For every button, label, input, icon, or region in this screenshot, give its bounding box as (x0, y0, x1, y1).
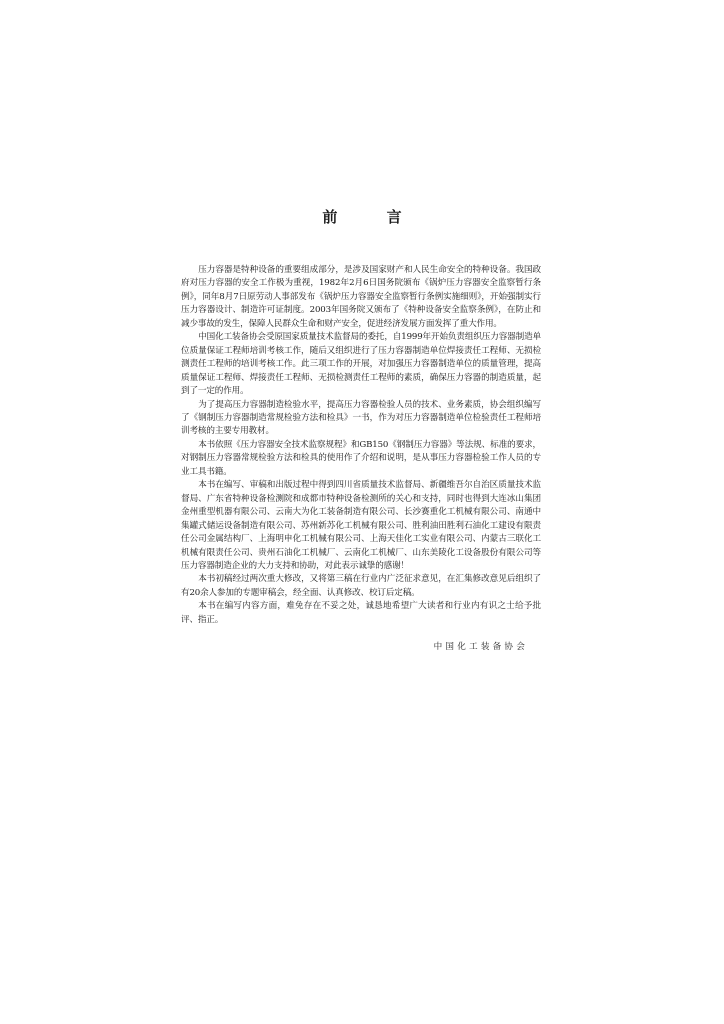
paragraph: 本书在编写、审稿和出版过程中得到四川省质量技术监督局、新疆维吾尔自治区质量技术监督局、广东省特种设备检测院和成都市特种设备检测所的关心和支持，同时也得到大连冰山集团金州重型机器有限公司、云南大为化工装备制造有限公司、长沙赛重化工机械有限公司、南通中集罐式储运设备制造有限公司、苏州新苏化工机械有限公司、胜利油田胜利石油化工建设有限责任公司金属结构厂、上海明申化工机械有限公司、上海天佳化工实业有限公司、内蒙古三联化工机械有限责任公司、贵州石油化工机械厂、云南化工机械厂、山东美陵化工设备股份有限公司等压力容器制造企业的大力支持和协助，对此表示诚挚的感谢！ (181, 480, 541, 571)
paragraph: 为了提高压力容器制造检验水平，提高压力容器检验人员的技术、业务素质，协会组织编写了《钢制压力容器制造常规检验方法和检具》一书，作为对压力容器制造单位检验责任工程师培训考核的主要专用教材。 (181, 399, 541, 437)
paragraph: 中国化工装备协会受原国家质量技术监督局的委托，自1999年开始负责组织压力容器制造单位质量保证工程师培训考核工作，随后又组织进行了压力容器制造单位焊接责任工程师、无损检测责任工程师的培训考核工作。此三项工作的开展，对加强压力容器制造单位的质量管理，提高质量保证工程师、焊接责任工程师、无损检测责任工程师的素质，确保压力容器的制造质量，起到了一定的作用。 (181, 332, 541, 397)
page-title: 前 言 (322, 208, 424, 226)
paragraph: 本书在编写内容方面，难免存在不妥之处，诚恳地希望广大读者和行业内有识之士给予批评、指正。 (181, 601, 541, 625)
paragraph: 本书初稿经过两次重大修改，又将第三稿在行业内广泛征求意见，在汇集修改意见后组织了有20余人参加的专题审稿会，经全面、认真修改、校订后定稿。 (181, 574, 541, 598)
signature: 中国化工装备协会 (433, 642, 528, 652)
paragraph: 本书依照《压力容器安全技术监察规程》和GB150《钢制压力容器》等法规、标准的要求，对钢制压力容器常规检验方法和检具的使用作了介绍和说明，是从事压力容器检验工作人员的专业工具书籍。 (181, 439, 541, 477)
preface-body (181, 264, 541, 627)
paragraph: 压力容器是特种设备的重要组成部分，是涉及国家财产和人民生命安全的特种设备。我国政府对压力容器的安全工作极为重视，1982年2月6日国务院颁布《锅炉压力容器安全监察暂行条例》，同年8月7日原劳动人事部发布《锅炉压力容器安全监察暂行条例实施细则》，开始强制实行压力容器设计、制造许可证制度。2003年国务院又颁布了《特种设备安全监察条例》，在防止和减少事故的发生，保障人民群众生命和财产安全，促进经济发展方面发挥了重大作用。 (181, 265, 541, 329)
